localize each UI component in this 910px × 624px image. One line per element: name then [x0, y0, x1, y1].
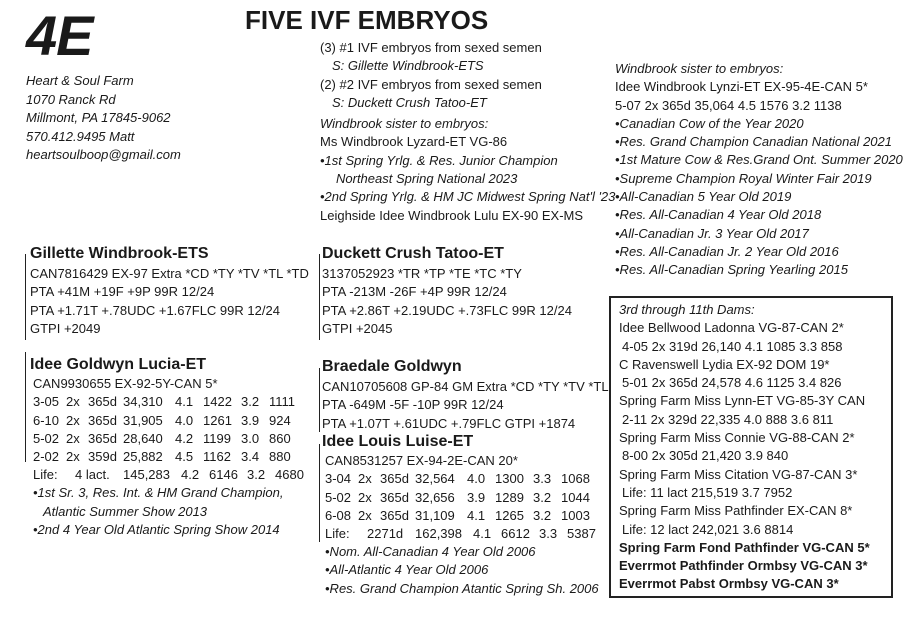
offer-line: •2nd Spring Yrlg. & HM JC Midwest Spring Nat'l '23 [320, 189, 616, 205]
award-line: •Nom. All-Canadian 4 Year Old 2006 [325, 544, 536, 560]
offer-line: S: Gillette Windbrook-ETS [332, 58, 484, 74]
record-cell: 31,905 [123, 412, 163, 428]
sire-name: Gillette Windbrook-ETS [30, 245, 209, 262]
record-cell: 4.2 [181, 467, 200, 483]
record-cell: 6-08 [325, 507, 352, 523]
record-cell: 145,283 [123, 467, 170, 483]
record-cell: 5387 [567, 525, 596, 541]
record-cell: 1199 [203, 430, 231, 446]
record-cell: 2x [358, 471, 372, 487]
record-cell: 34,310 [123, 394, 163, 410]
dam-line: 8-00 2x 305d 21,420 3.9 840 [622, 448, 789, 464]
dam-lucia [30, 355, 313, 539]
farm-name: Heart & Soul Farm [26, 73, 134, 88]
farm-street: 1070 Ranck Rd [26, 91, 116, 107]
record-cell: 4.0 [467, 471, 486, 487]
record-cell: 2x [66, 412, 80, 428]
award-line: •Res. All-Canadian Spring Yearling 2015 [615, 262, 848, 278]
record-cell: 5-02 [325, 489, 352, 505]
record-cell: 2-02 [33, 448, 60, 464]
record-cell: 6146 [209, 467, 238, 483]
dam-name: Idee Louis Luise-ET [322, 433, 474, 450]
record-cell: 3.0 [241, 430, 260, 446]
record-cell: 6-10 [33, 412, 60, 428]
award-line: •Res. Grand Champion Atantic Spring Sh. 2006 [325, 580, 599, 596]
record-cell: 3.2 [247, 467, 266, 483]
dams-list [619, 319, 891, 593]
sister-awards [615, 115, 903, 280]
record-cell: Life: [325, 525, 350, 541]
record-cell: 365d [380, 471, 409, 487]
record-cell: 2x [66, 448, 80, 464]
record-row [33, 393, 313, 411]
record-cell: 365d [380, 489, 409, 505]
dams-box [609, 296, 893, 598]
record-cell: 2271d [367, 525, 404, 541]
dam-line: Idee Bellwood Ladonna VG-87-CAN 2* [619, 320, 844, 336]
record-cell: 28,640 [123, 430, 163, 446]
page-title: FIVE IVF EMBRYOS [245, 5, 489, 35]
offer-line: (3) #1 IVF embryos from sexed semen [320, 40, 542, 55]
dam-luise [322, 432, 605, 598]
sire-name: Duckett Crush Tatoo-ET [322, 245, 504, 262]
dam-line: C Ravenswell Lydia EX-92 DOM 19* [619, 356, 830, 372]
dam-line: Everrmot Pathfinder Ormbsy VG-CAN 3* [619, 558, 868, 574]
record-cell: 32,564 [415, 471, 455, 487]
offer-line: Ms Windbrook Lyzard-ET VG-86 [320, 134, 508, 150]
record-cell: 365d [380, 507, 409, 523]
record-cell: 4.0 [175, 412, 194, 428]
dam-bracket [25, 352, 26, 462]
offer-line: Leighside Idee Windbrook Lulu EX-90 EX-MS [320, 207, 584, 223]
award-line: •All-Canadian 5 Year Old 2019 [615, 189, 792, 205]
record-row [33, 430, 313, 448]
record-cell: 3.2 [533, 507, 552, 523]
record-row [325, 489, 605, 507]
sire-duckett [322, 244, 572, 338]
dam-line: Life: 11 lact 215,519 3.7 7952 [622, 484, 793, 500]
record-row [33, 448, 313, 466]
award-line: •Res. Grand Champion Canadian National 2021 [615, 134, 892, 150]
award-line: •1st Sr. 3, Res. Int. & HM Grand Champion, [33, 485, 284, 501]
record-cell: 3.9 [467, 489, 486, 505]
dam-line: Spring Farm Fond Pathfinder VG-CAN 5* [619, 539, 870, 555]
award-line: •Supreme Champion Royal Winter Fair 2019 [615, 170, 872, 186]
record-cell: 3.2 [241, 394, 260, 410]
sire-line: PTA +2.86T +2.19UDC +.73FLC 99R 12/24 [322, 302, 572, 318]
dam-line: Life: 12 lact 242,021 3.6 8814 [622, 521, 794, 537]
record-cell: 3.2 [533, 489, 552, 505]
dam-awards [325, 543, 605, 598]
record-cell: 1300 [495, 471, 524, 487]
award-line: •Res. All-Canadian 4 Year Old 2018 [615, 207, 822, 223]
offer-line: (2) #2 IVF embryos from sexed semen [320, 76, 542, 92]
record-cell: 1111 [269, 394, 296, 410]
sire-braedale [322, 357, 609, 433]
record-cell: 3-04 [325, 471, 352, 487]
production-records [33, 393, 313, 484]
sire-bracket [319, 254, 320, 340]
record-cell: 3.4 [241, 448, 260, 464]
record-cell: 365d [88, 430, 117, 446]
record-cell: 880 [269, 448, 291, 464]
dam-line: Spring Farm Miss Citation VG-87-CAN 3* [619, 466, 858, 482]
record-cell: 1068 [561, 471, 590, 487]
record-cell: 4.5 [175, 448, 194, 464]
record-cell: 1044 [561, 489, 590, 505]
dam-line: 4-05 2x 319d 26,140 4.1 1085 3.3 858 [622, 338, 843, 354]
sire-bracket [25, 254, 26, 340]
farm-city: Millmont, PA 17845-9062 [26, 110, 171, 125]
record-cell: 162,398 [415, 525, 462, 541]
consignor-info [26, 72, 181, 165]
record-cell: 924 [269, 412, 291, 428]
record-cell: 25,882 [123, 448, 163, 464]
dam-bracket [319, 444, 320, 542]
record-cell: 365d [88, 412, 117, 428]
record-cell: 31,109 [415, 507, 455, 523]
record-cell: 1422 [203, 394, 232, 410]
award-line: Atlantic Summer Show 2013 [43, 503, 208, 519]
record-cell: 4.1 [175, 394, 194, 410]
record-cell: 1265 [495, 507, 524, 523]
award-line: •All-Atlantic 4 Year Old 2006 [325, 562, 489, 578]
dam-line: Spring Farm Miss Pathfinder EX-CAN 8* [619, 503, 853, 519]
record-cell: Life: [33, 467, 58, 483]
sister-record: 5-07 2x 365d 35,064 4.5 1576 3.2 1138 [615, 97, 842, 113]
sire-line: CAN10705608 GP-84 GM Extra *CD *TY *TV *TL [322, 379, 609, 394]
award-line: •Res. All-Canadian Jr. 2 Year Old 2016 [615, 243, 839, 259]
record-cell: 1003 [561, 507, 590, 523]
record-row [33, 412, 313, 430]
record-cell: 32,656 [415, 489, 455, 505]
sire-gillette [30, 244, 309, 338]
dam-line: Everrmot Pabst Ormbsy VG-CAN 3* [619, 576, 839, 592]
record-cell: 4680 [275, 467, 304, 483]
dam-line: 2-11 2x 329d 22,335 4.0 888 3.6 811 [622, 411, 834, 427]
sire-line: GTPI +2045 [322, 320, 393, 336]
lifetime-row [33, 466, 313, 484]
record-cell: 4.1 [467, 507, 486, 523]
farm-phone: 570.412.9495 Matt [26, 128, 135, 144]
record-cell: 2x [66, 394, 80, 410]
record-cell: 5-02 [33, 430, 60, 446]
lot-number: 4E [26, 4, 93, 67]
production-records [325, 470, 605, 543]
offer-description [320, 39, 615, 225]
sister-section [615, 60, 903, 280]
record-cell: 2x [358, 489, 372, 505]
record-cell: 860 [269, 430, 291, 446]
award-line: •All-Canadian Jr. 3 Year Old 2017 [615, 225, 809, 241]
dam-registration: CAN9930655 EX-92-5Y-CAN 5* [33, 376, 218, 391]
record-cell: 4.2 [175, 430, 194, 446]
record-cell: 6612 [501, 525, 530, 541]
sire-bracket [319, 368, 320, 432]
sister-name: Idee Windbrook Lynzi-ET EX-95-4E-CAN 5* [615, 79, 868, 95]
offer-line: S: Duckett Crush Tatoo-ET [332, 94, 487, 110]
record-cell: 1289 [495, 489, 524, 505]
award-line: •1st Mature Cow & Res.Grand Ont. Summer 2020 [615, 152, 903, 168]
record-cell: 2x [358, 507, 372, 523]
sire-line: PTA +1.07T +.61UDC +.79FLC GTPI +1874 [322, 415, 576, 431]
offer-line: Windbrook sister to embryos: [320, 116, 489, 132]
sister-heading: Windbrook sister to embryos: [615, 61, 784, 76]
dam-registration: CAN8531257 EX-94-2E-CAN 20* [325, 453, 518, 468]
record-row [325, 507, 605, 525]
record-cell: 3-05 [33, 394, 60, 410]
offer-line: •1st Spring Yrlg. & Res. Junior Champion [320, 152, 558, 168]
record-cell: 1261 [203, 412, 232, 428]
record-cell: 1162 [203, 448, 231, 464]
sire-line: 3137052923 *TR *TP *TE *TC *TY [322, 266, 522, 281]
record-cell: 3.3 [533, 471, 552, 487]
sire-line: PTA +1.71T +.78UDC +1.67FLC 99R 12/24 [30, 302, 280, 318]
dam-line: Spring Farm Miss Lynn-ET VG-85-3Y CAN [619, 393, 866, 409]
dam-name: Idee Goldwyn Lucia-ET [30, 356, 207, 373]
sire-line: PTA -649M -5F -10P 99R 12/24 [322, 397, 504, 413]
record-cell: 3.9 [241, 412, 260, 428]
record-cell: 4 lact. [75, 467, 110, 483]
dam-line: 5-01 2x 365d 24,578 4.6 1125 3.4 826 [622, 375, 842, 391]
record-cell: 365d [88, 394, 117, 410]
record-cell: 359d [88, 448, 117, 464]
award-line: •2nd 4 Year Old Atlantic Spring Show 2014 [33, 521, 280, 537]
dam-line: Spring Farm Miss Connie VG-88-CAN 2* [619, 430, 855, 446]
farm-email: heartsoulboop@gmail.com [26, 147, 181, 162]
record-cell: 4.1 [473, 525, 492, 541]
sire-line: PTA +41M +19F +9P 99R 12/24 [30, 284, 215, 300]
sire-line: GTPI +2049 [30, 320, 101, 336]
record-cell: 2x [66, 430, 80, 446]
sire-name: Braedale Goldwyn [322, 358, 462, 375]
dams-heading: 3rd through 11th Dams: [619, 302, 755, 317]
record-cell: 3.3 [539, 525, 558, 541]
sire-line: PTA -213M -26F +4P 99R 12/24 [322, 284, 507, 300]
offer-line: Northeast Spring National 2023 [336, 171, 518, 187]
lifetime-row [325, 525, 605, 543]
record-row [325, 470, 605, 488]
award-line: •Canadian Cow of the Year 2020 [615, 115, 804, 131]
dam-awards [33, 484, 313, 539]
sire-line: CAN7816429 EX-97 Extra *CD *TY *TV *TL *TD [30, 266, 309, 281]
